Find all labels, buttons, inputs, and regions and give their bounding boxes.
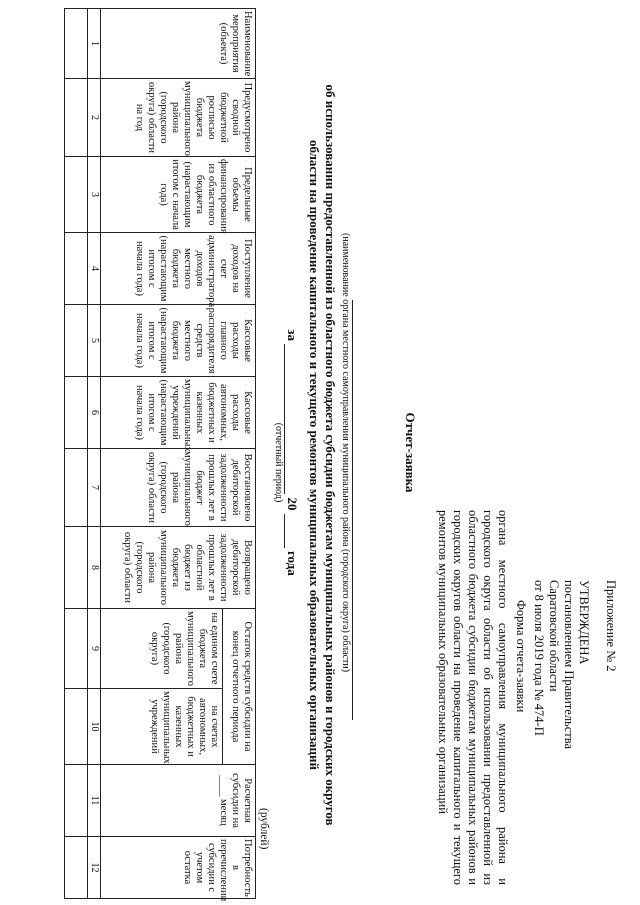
table-cell [65, 765, 88, 837]
year-blank [284, 514, 285, 548]
column-number: 5 [88, 305, 101, 377]
column-number: 1 [88, 9, 101, 79]
report-table [64, 8, 256, 902]
column-number: 3 [88, 157, 101, 233]
header-cell: Предусмотрено сводной бюджетной росписью бюджета муниципального района (городского округа) области на год [101, 79, 256, 157]
header-cell: Кассовые расходы автономных, бюджетных и казенных муниципальных учреждений (нарастающим итогом с начала года) [101, 377, 256, 449]
appendix-label: Приложение № 2 [604, 580, 618, 672]
column-number: 7 [88, 449, 101, 527]
period-blank [284, 344, 285, 494]
column-number: 4 [88, 233, 101, 305]
column-number: 6 [88, 377, 101, 449]
approval-line-2: постановлением Правительства [562, 580, 576, 750]
document-title: Отчет-заявка [403, 412, 418, 493]
column-number: 8 [88, 527, 101, 609]
table-cell [65, 837, 88, 899]
column-number: 2 [88, 79, 101, 157]
column-number: 10 [88, 689, 101, 765]
period-suffix: года [285, 550, 300, 576]
header-cell: Остаток средств субсидии на конец отчетного периода [223, 609, 256, 765]
column-number: 9 [88, 609, 101, 689]
organization-name-line [352, 300, 353, 720]
period-year: 20 [285, 497, 300, 511]
table-cell [65, 377, 88, 449]
table-header-row [223, 9, 256, 899]
table-cell [65, 9, 88, 79]
column-number: 12 [88, 837, 101, 899]
header-cell: Возвращено дебиторской задолженности прошлых лет в областной бюджет из бюджета муниципального района (городского округа) области [101, 527, 256, 609]
header-cell: Восстановлено дебиторской задолженности прошлых лет в бюджет муниципального района (городского округа) области [101, 449, 256, 527]
table-cell [65, 79, 88, 157]
table-cell [65, 527, 88, 609]
approval-line-3: Саратовской области [547, 580, 561, 692]
table-cell [65, 609, 88, 689]
header-cell: Потребность в перечислении субсидии с учетом остатка [101, 837, 256, 899]
header-cell: Кассовые расходы главного распорядителя средств местного бюджета (нарастающим итогом с начала года) [101, 305, 256, 377]
approved-label: УТВЕРЖДЕНА [577, 580, 591, 665]
header-cell: Расчетная субсидии на ____ месяц [101, 765, 256, 837]
table-cell [65, 305, 88, 377]
units-label: (рублей) [258, 808, 270, 850]
header-cell: Наименование мероприятия (объекта) [101, 9, 256, 79]
header-cell: Предельные объемы финансирования из областного бюджета (нарастающим итогом с начала года) [101, 157, 256, 233]
table-cell [65, 157, 88, 233]
table-cell [65, 233, 88, 305]
period-caption: (отчетный период) [273, 422, 284, 503]
header-cell: на едином счете бюджета муниципального района (городского округа) [101, 609, 223, 689]
period-prefix: за [285, 329, 300, 341]
organization-caption: (наименование органа местного самоуправления муниципального района (городского округа) области) [340, 232, 351, 673]
header-cell: Поступление доходов на счет администратора доходов местного бюджета (нарастающим итогом с начала года) [101, 233, 256, 305]
form-title: Форма отчета-заявки [514, 600, 528, 713]
report-subject: об использовании предоставленной из областного бюджета субсидии бюджетам муниципальных районов и городских округов области на проведение капитального и текущего ремонтов муниципальных образовательных организаций [307, 84, 338, 826]
reporting-period [284, 0, 300, 905]
table-cell [65, 689, 88, 765]
column-number-row [88, 9, 101, 899]
column-number: 11 [88, 765, 101, 837]
form-description: органа местного самоуправления муниципального района и городского округа области об использовании предоставленной из областного бюджета субсидии бюджетам муниципальных районов и городских округов области на проведение капитального и текущего ремонтов муниципальных образовательных организаций [436, 510, 510, 885]
approval-line-4: от 8 июля 2019 года № 474-П [532, 580, 546, 736]
approval-header [531, 580, 618, 880]
table-cell [65, 449, 88, 527]
header-cell: на счетах автономных, бюджетных и казенных муниципальных учреждений [101, 689, 223, 765]
table-row [65, 9, 88, 899]
